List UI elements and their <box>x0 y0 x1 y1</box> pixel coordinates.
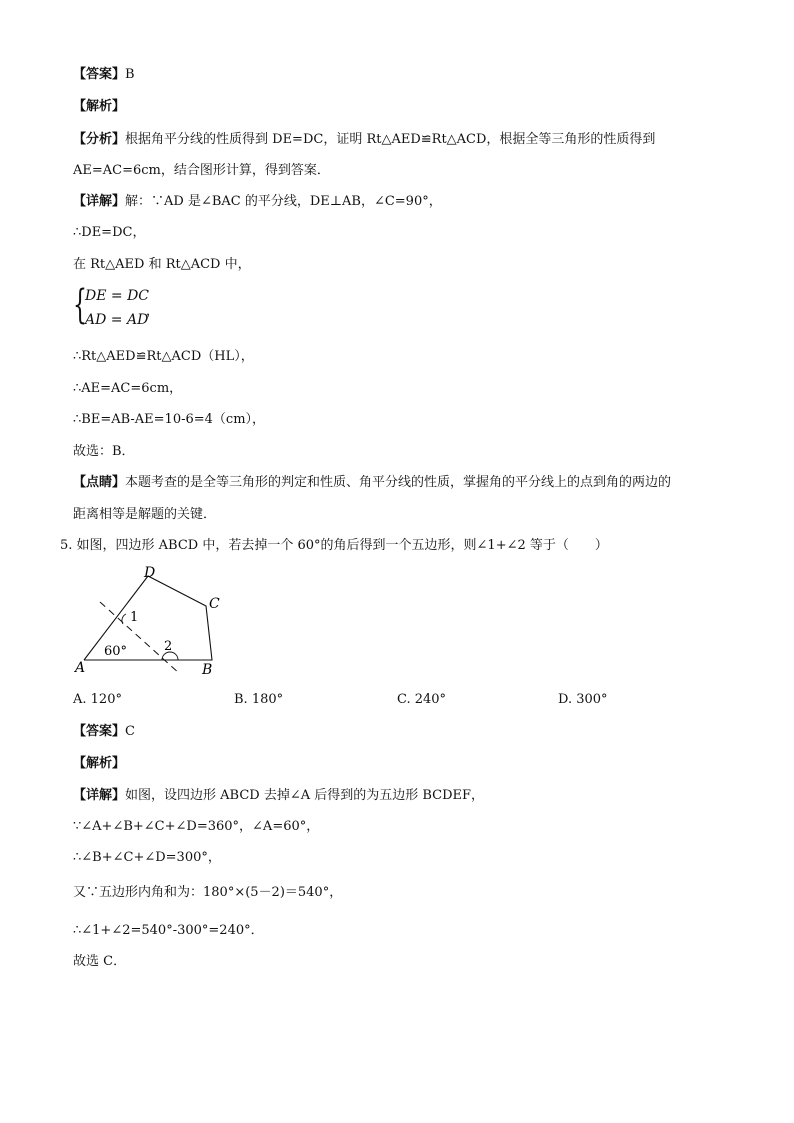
option-a: A. 120° <box>73 692 122 707</box>
option-b: B. 180° <box>234 692 284 707</box>
step-be: ∴BE=AB-AE=10-6=4（cm）， <box>73 412 266 427</box>
dianjing-line-1 <box>73 474 671 492</box>
step-pentagon-sum: 又∵五边形内角和为：180°×(5－2)＝540°， <box>73 885 343 900</box>
step-de-dc: ∴DE=DC， <box>73 225 146 240</box>
step-ae-ac: ∴AE=AC=6cm， <box>73 381 183 396</box>
xiangjie-tag-2: 【详解】 <box>73 788 126 803</box>
option-d: D. 300° <box>558 692 608 707</box>
answer-value-2: C <box>125 724 135 739</box>
xiangjie-tag: 【详解】 <box>73 194 126 209</box>
step-in-triangles: 在 Rt△AED 和 Rt△ACD 中， <box>73 257 251 272</box>
option-c: C. 240° <box>397 692 447 707</box>
fenxi-line-1 <box>73 131 655 149</box>
label-angle-60: 60° <box>104 644 128 659</box>
xiangjie-text: 解：∵AD 是∠BAC 的平分线，DE⊥AB，∠C=90°， <box>125 194 442 209</box>
cut-line <box>100 602 180 674</box>
fenxi-tag: 【分析】 <box>73 132 126 147</box>
equation-1: DE = DC <box>85 288 150 304</box>
fenxi-text-1: 根据角平分线的性质得到 DE=DC，证明 Rt△AED≌Rt△ACD，根据全等三角形的性质得到 <box>125 132 656 147</box>
label-c: C <box>209 596 220 612</box>
dianjing-line-2: 距离相等是解题的关键． <box>73 507 217 522</box>
dianjing-text-1: 本题考查的是全等三角形的判定和性质、角平分线的性质，掌握角的平分线上的点到角的两边的 <box>125 475 672 490</box>
answer-line-2 <box>73 723 135 741</box>
answer-tag: 【答案】 <box>73 67 126 82</box>
fenxi-line-2: AE=AC=6cm，结合图形计算，得到答案． <box>73 163 330 178</box>
equation-2: AD = AD <box>85 312 149 328</box>
label-d: D <box>144 565 156 581</box>
label-a: A <box>75 660 86 676</box>
answer-tag-2: 【答案】 <box>73 724 126 739</box>
answer-line-1 <box>73 66 135 84</box>
xiangjie-line <box>73 193 442 211</box>
step-result: ∴∠1+∠2=540°-300°=240°． <box>73 923 264 938</box>
quadrilateral-figure <box>75 562 238 682</box>
step-sum-300: ∴∠B+∠C+∠D=300°， <box>73 850 221 865</box>
analysis-heading-2: 【解析】 <box>73 756 126 771</box>
xiangjie-text-2: 如图，设四边形 ABCD 去掉∠A 后得到的为五边形 BCDEF， <box>125 788 485 803</box>
left-brace: { <box>73 282 87 328</box>
label-angle-2: 2 <box>164 639 173 654</box>
step-congruent: ∴Rt△AED≌Rt△ACD（HL）， <box>73 349 254 364</box>
choose-line-2: 故选 C． <box>73 954 127 969</box>
label-angle-1: 1 <box>130 610 139 625</box>
question-5: 5. 如图，四边形 ABCD 中，若去掉一个 60°的角后得到一个五边形，则∠1+∠2 等于（ ） <box>60 538 608 553</box>
choose-line-1: 故选：B． <box>73 444 135 459</box>
dianjing-tag: 【点睛】 <box>73 475 126 490</box>
angle-1-arc <box>122 614 126 624</box>
system-comma: ， <box>146 304 160 319</box>
step-sum-360: ∵∠A+∠B+∠C+∠D=360°，∠A=60°， <box>73 819 320 834</box>
xiangjie-line-2 <box>73 787 484 805</box>
label-b: B <box>202 662 213 678</box>
answer-value: B <box>125 67 135 82</box>
analysis-heading-1: 【解析】 <box>73 99 126 114</box>
equation-system <box>73 282 193 332</box>
